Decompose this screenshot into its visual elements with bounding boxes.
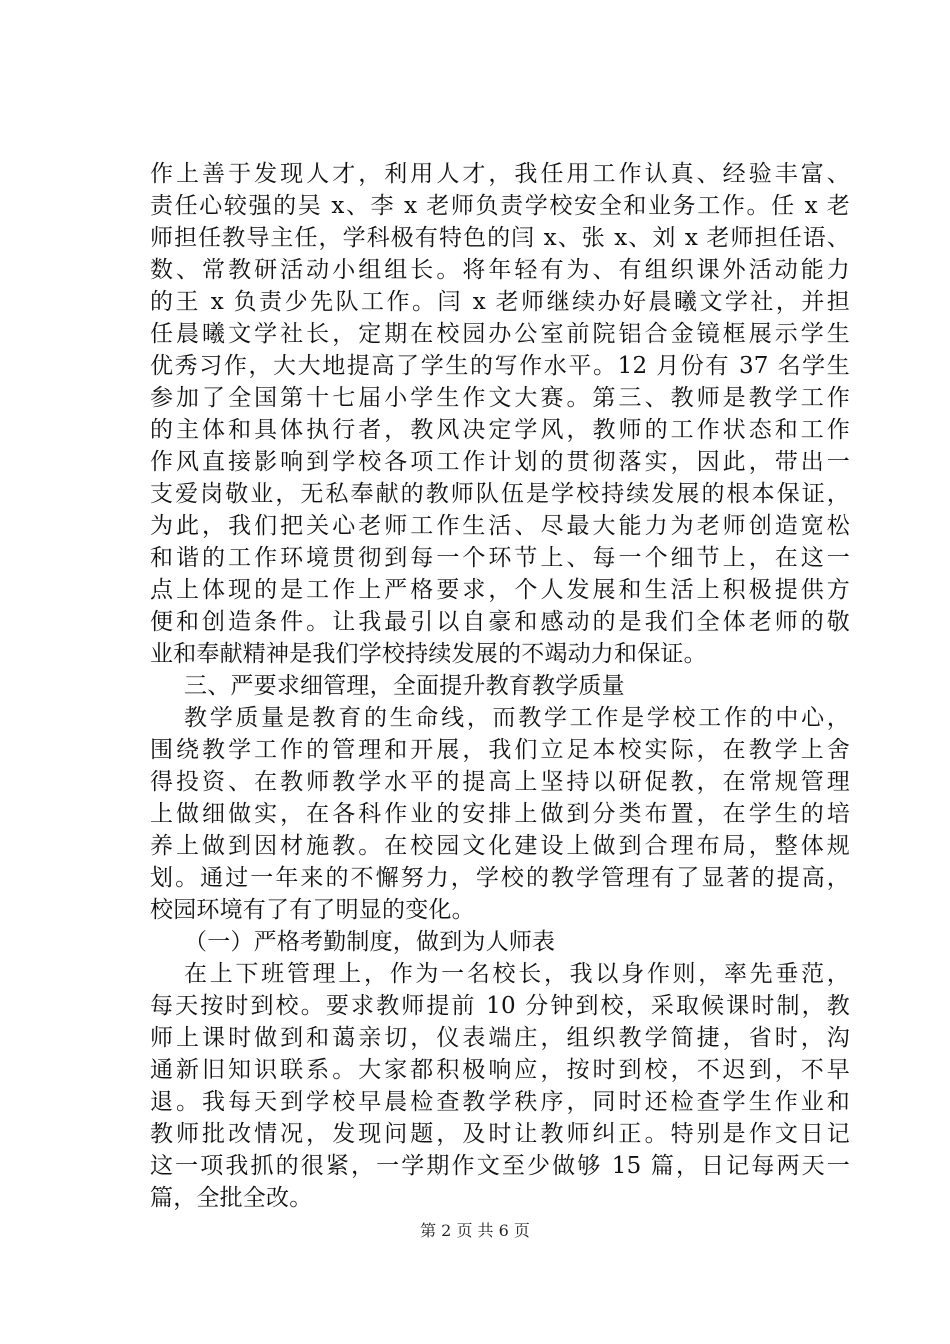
text-line: 作上善于发现人才，利用人才，我任用工作认真、经验丰富、 xyxy=(150,161,850,187)
text-line: 通新旧知识联系。大家都积极响应，按时到校，不迟到，不早 xyxy=(150,1057,850,1083)
subsection-heading: （一）严格考勤制度，做到为人师表 xyxy=(184,929,556,955)
text-line: 优秀习作，大大地提高了学生的写作水平。12 月份有 37 名学生 xyxy=(150,353,850,379)
text-line: 为此，我们把关心老师工作生活、尽最大能力为老师创造宽松 xyxy=(150,513,850,539)
body-text xyxy=(150,158,850,1214)
text-line: 的王 x 负责少先队工作。闫 x 老师继续办好晨曦文学社，并担 xyxy=(150,289,850,315)
text-line: 划。通过一年来的不懈努力，学校的教学管理有了显著的提高， xyxy=(150,865,850,891)
text-line: 的主体和具体执行者，教风决定学风，教师的工作状态和工作 xyxy=(150,417,850,443)
page-footer: 第 2 页 共 6 页 xyxy=(420,1221,530,1240)
text-line: 这一项我抓的很紧，一学期作文至少做够 15 篇，日记每两天一 xyxy=(150,1153,850,1179)
text-line: 退。我每天到学校早晨检查教学秩序，同时还检查学生作业和 xyxy=(150,1089,850,1115)
text-line: 每天按时到校。要求教师提前 10 分钟到校，采取候课时制，教 xyxy=(150,993,850,1019)
text-line: 教师批改情况，发现问题，及时让教师纠正。特别是作文日记 xyxy=(150,1121,850,1147)
text-line: 任晨曦文学社长，定期在校园办公室前院铝合金镜框展示学生 xyxy=(150,321,850,347)
text-line: 师担任教导主任，学科极有特色的闫 x、张 x、刘 x 老师担任语、 xyxy=(150,225,850,251)
text-line: 在上下班管理上，作为一名校长，我以身作则，率先垂范， xyxy=(184,961,850,987)
text-line: 责任心较强的吴 x、李 x 老师负责学校安全和业务工作。任 x 老 xyxy=(150,193,850,219)
text-line: 得投资、在教师教学水平的提高上坚持以研促教，在常规管理 xyxy=(150,769,850,795)
text-line: 支爱岗敬业，无私奉献的教师队伍是学校持续发展的根本保证， xyxy=(150,481,850,507)
text-line: 上做细做实，在各科作业的安排上做到分类布置，在学生的培 xyxy=(150,801,850,827)
section-heading: 三、严要求细管理，全面提升教育教学质量 xyxy=(184,673,625,699)
text-line: 围绕教学工作的管理和开展，我们立足本校实际，在教学上舍 xyxy=(150,737,850,763)
text-line: 教学质量是教育的生命线，而教学工作是学校工作的中心， xyxy=(184,705,850,731)
text-line: 篇，全批全改。 xyxy=(150,1185,313,1211)
text-line: 养上做到因材施教。在校园文化建设上做到合理布局，整体规 xyxy=(150,833,850,859)
text-line: 便和创造条件。让我最引以自豪和感动的是我们全体老师的敬 xyxy=(150,609,850,635)
text-line: 作风直接影响到学校各项工作计划的贯彻落实，因此，带出一 xyxy=(150,449,850,475)
text-line: 点上体现的是工作上严格要求，个人发展和生活上积极提供方 xyxy=(150,577,850,603)
text-line: 数、常教研活动小组组长。将年轻有为、有组织课外活动能力 xyxy=(150,257,850,283)
text-line: 业和奉献精神是我们学校持续发展的不竭动力和保证。 xyxy=(150,641,707,667)
text-line: 师上课时做到和蔼亲切，仪表端庄，组织教学简捷，省时，沟 xyxy=(150,1025,850,1051)
text-line: 和谐的工作环境贯彻到每一个环节上、每一个细节上，在这一 xyxy=(150,545,850,571)
text-line: 校园环境有了有了明显的变化。 xyxy=(150,897,475,923)
text-line: 参加了全国第十七届小学生作文大赛。第三、教师是教学工作 xyxy=(150,385,850,411)
